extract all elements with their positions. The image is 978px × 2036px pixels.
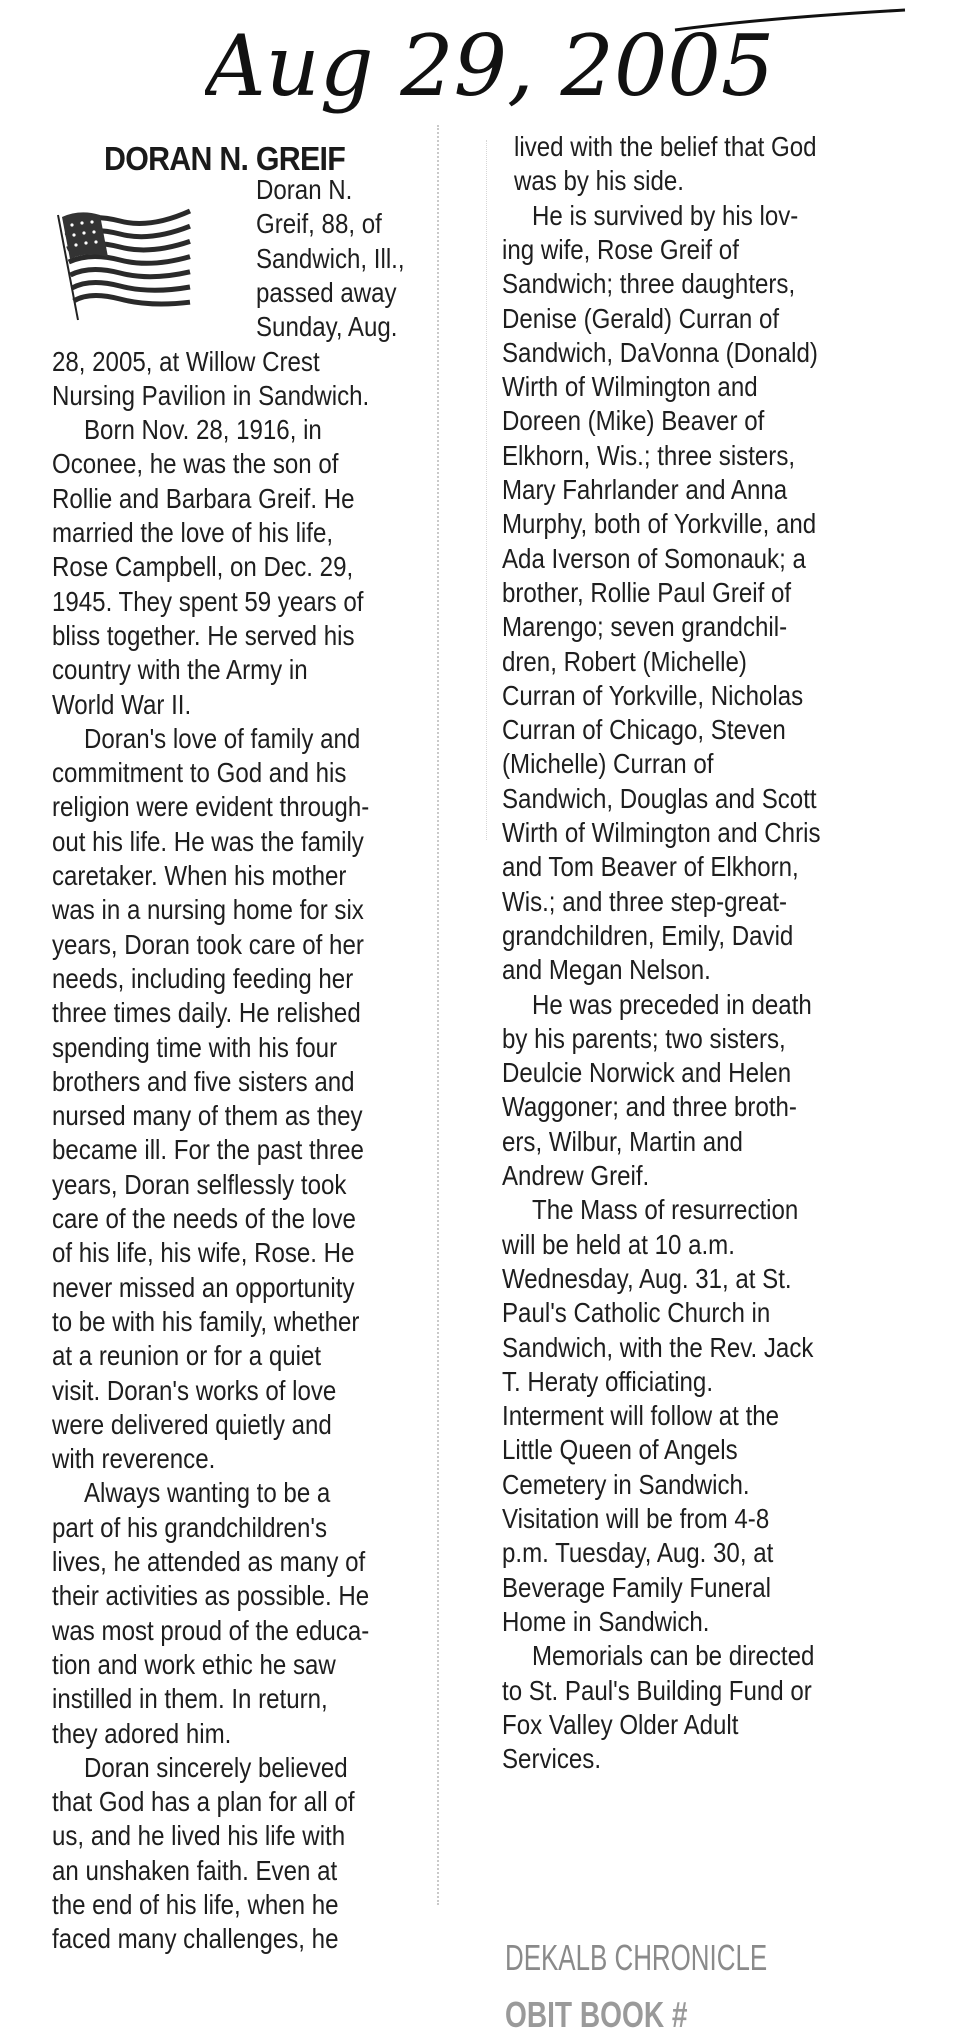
text-line: Deulcie Norwick and Helen	[502, 1057, 792, 1089]
text-line: Elkhorn, Wis.; three sisters,	[502, 439, 796, 471]
text-line: to be with his family, whether	[52, 1305, 360, 1337]
text-line: three times daily. He relished	[52, 997, 361, 1029]
text-line: Greif, 88, of	[256, 208, 382, 240]
text-line: brothers and five sisters and	[52, 1065, 355, 1097]
text-line: Waggoner; and three broth-	[502, 1091, 797, 1123]
text-line: Visitation will be from 4-8	[502, 1503, 770, 1534]
text-line: Memorials can be directed	[532, 1640, 815, 1672]
text-line: bliss together. He served his	[52, 619, 355, 651]
text-line: T. Heraty officiating.	[502, 1365, 714, 1397]
text-line: Doran's love of family and	[84, 722, 361, 754]
text-line: was by his side.	[514, 165, 684, 197]
text-line: 28, 2005, at Willow Crest	[52, 345, 320, 377]
text-line: visit. Doran's works of love	[52, 1374, 337, 1406]
text-line: grandchildren, Emily, David	[502, 919, 794, 951]
text-line: by his parents; two sisters,	[502, 1022, 786, 1054]
text-line: married the love of his life,	[52, 517, 334, 548]
text-line: Rollie and Barbara Greif. He	[52, 482, 355, 514]
flag-stripe	[69, 256, 190, 263]
obituary-title: DORAN N. GREIF	[104, 140, 346, 177]
text-line: Rose Campbell, on Dec. 29,	[52, 551, 354, 583]
flag-stripe	[72, 282, 190, 290]
column-divider	[437, 125, 439, 1905]
text-line: Little Queen of Angels	[502, 1434, 738, 1466]
text-line: Interment will follow at the	[502, 1400, 780, 1432]
newspaper-stamp: DEKALB CHRONICLE	[505, 1937, 768, 1978]
text-line: Denise (Gerald) Curran of	[502, 302, 780, 334]
text-line: and Megan Nelson.	[502, 954, 711, 986]
text-line: ing wife, Rose Greif of	[502, 233, 739, 265]
text-line: Marengo; seven grandchil-	[502, 611, 788, 643]
text-line: p.m. Tuesday, Aug. 30, at	[502, 1537, 774, 1569]
flag-stripe	[74, 295, 190, 304]
text-line: with reverence.	[52, 1443, 216, 1475]
text-line: Born Nov. 28, 1916, in	[84, 414, 322, 446]
text-line: instilled in them. In return,	[52, 1683, 328, 1715]
text-line: Mary Fahrlander and Anna	[502, 474, 788, 505]
text-line: lives, he attended as many of	[52, 1546, 366, 1577]
text-line: that God has a plan for all of	[52, 1786, 355, 1818]
text-line: will be held at 10 a.m.	[502, 1228, 735, 1260]
text-line: Curran of Chicago, Steven	[502, 714, 786, 746]
text-line: they adored him.	[52, 1717, 232, 1749]
text-line: an unshaken faith. Even at	[52, 1854, 338, 1886]
text-line: religion were evident through-	[52, 791, 370, 823]
text-line: ers, Wilbur, Martin and	[502, 1125, 743, 1157]
text-line: country with the Army in	[52, 654, 308, 686]
text-line: Doran N.	[256, 174, 353, 205]
text-line: Andrew Greif.	[502, 1160, 650, 1191]
text-line: of his life, his wife, Rose. He	[52, 1237, 355, 1269]
text-line: Fox Valley Older Adult	[502, 1708, 739, 1740]
text-line: us, and he lived his life with	[52, 1820, 346, 1852]
text-line: at a reunion or for a quiet	[52, 1340, 322, 1372]
text-line: Sandwich, Douglas and Scott	[502, 782, 817, 814]
text-line: Ada Iverson of Somonauk; a	[502, 542, 806, 574]
text-line: brother, Rollie Paul Greif of	[502, 576, 792, 608]
text-line: was in a nursing home for six	[52, 894, 364, 926]
text-line: Sunday, Aug.	[256, 311, 398, 343]
text-line: Sandwich, Ill.,	[256, 242, 405, 274]
text-line: World War II.	[52, 688, 192, 720]
text-line: He is survived by his lov-	[532, 199, 799, 231]
text-line: 1945. They spent 59 years of	[52, 585, 364, 617]
text-line: was most proud of the educa-	[52, 1614, 370, 1646]
text-line: Sandwich; three daughters,	[502, 268, 796, 300]
text-line: out his life. He was the family	[52, 825, 364, 857]
text-line: Wednesday, Aug. 31, at St.	[502, 1262, 792, 1294]
text-line: the end of his life, when he	[52, 1889, 339, 1920]
text-line: years, Doran selflessly took	[52, 1168, 347, 1200]
text-line: years, Doran took care of her	[52, 928, 364, 960]
text-line: nursed many of them as they	[52, 1100, 363, 1132]
text-line: Wirth of Wilmington and	[502, 371, 758, 403]
text-line: Curran of Yorkville, Nicholas	[502, 679, 804, 711]
text-line: spending time with his four	[52, 1031, 338, 1063]
text-line: caretaker. When his mother	[52, 860, 347, 891]
svg-text:Aug 29, 2005: Aug 29, 2005	[205, 17, 775, 115]
text-line: (Michelle) Curran of	[502, 748, 714, 780]
text-line: and Tom Beaver of Elkhorn,	[502, 851, 799, 883]
obit-book-stamp: OBIT BOOK #	[505, 1994, 688, 2035]
text-line: Doreen (Mike) Beaver of	[502, 405, 765, 437]
text-line: Nursing Pavilion in Sandwich.	[52, 379, 370, 411]
text-line: Doran sincerely believed	[84, 1751, 348, 1783]
text-line: needs, including feeding her	[52, 962, 354, 994]
text-line: to St. Paul's Building Fund or	[502, 1674, 812, 1706]
american-flag-icon	[50, 195, 200, 325]
text-line: Paul's Catholic Church in	[502, 1297, 771, 1329]
handwritten-date	[205, 0, 925, 130]
text-line: faced many challenges, he	[52, 1923, 339, 1955]
text-line: Services.	[502, 1743, 602, 1775]
text-line: Sandwich, DaVonna (Donald)	[502, 336, 818, 368]
text-line: were delivered quietly and	[52, 1408, 332, 1440]
text-line: Sandwich, with the Rev. Jack	[502, 1331, 814, 1363]
text-line: Oconee, he was the son of	[52, 448, 339, 480]
text-line: Cemetery in Sandwich.	[502, 1468, 750, 1500]
text-line: The Mass of resurrection	[532, 1194, 799, 1226]
text-line: never missed an opportunity	[52, 1271, 355, 1303]
column-divider	[486, 140, 487, 840]
text-line: became ill. For the past three	[52, 1134, 364, 1166]
text-line: lived with the belief that God	[514, 131, 817, 162]
text-line: tion and work ethic he saw	[52, 1648, 336, 1680]
flag-stripe	[70, 269, 190, 276]
text-line: Always wanting to be a	[84, 1477, 331, 1509]
text-line: part of his grandchildren's	[52, 1511, 327, 1543]
text-line: Home in Sandwich.	[502, 1605, 710, 1637]
text-line: Beverage Family Funeral	[502, 1571, 772, 1603]
text-line: their activities as possible. He	[52, 1580, 370, 1612]
text-line: Wirth of Wilmington and Chris	[502, 817, 821, 848]
text-line: He was preceded in death	[532, 988, 812, 1020]
text-line: Murphy, both of Yorkville, and	[502, 508, 817, 540]
text-line: commitment to God and his	[52, 757, 347, 789]
text-line: dren, Robert (Michelle)	[502, 645, 747, 677]
text-line: care of the needs of the love	[52, 1203, 356, 1234]
text-line: Wis.; and three step-great-	[502, 885, 788, 917]
text-line: passed away	[256, 276, 397, 308]
